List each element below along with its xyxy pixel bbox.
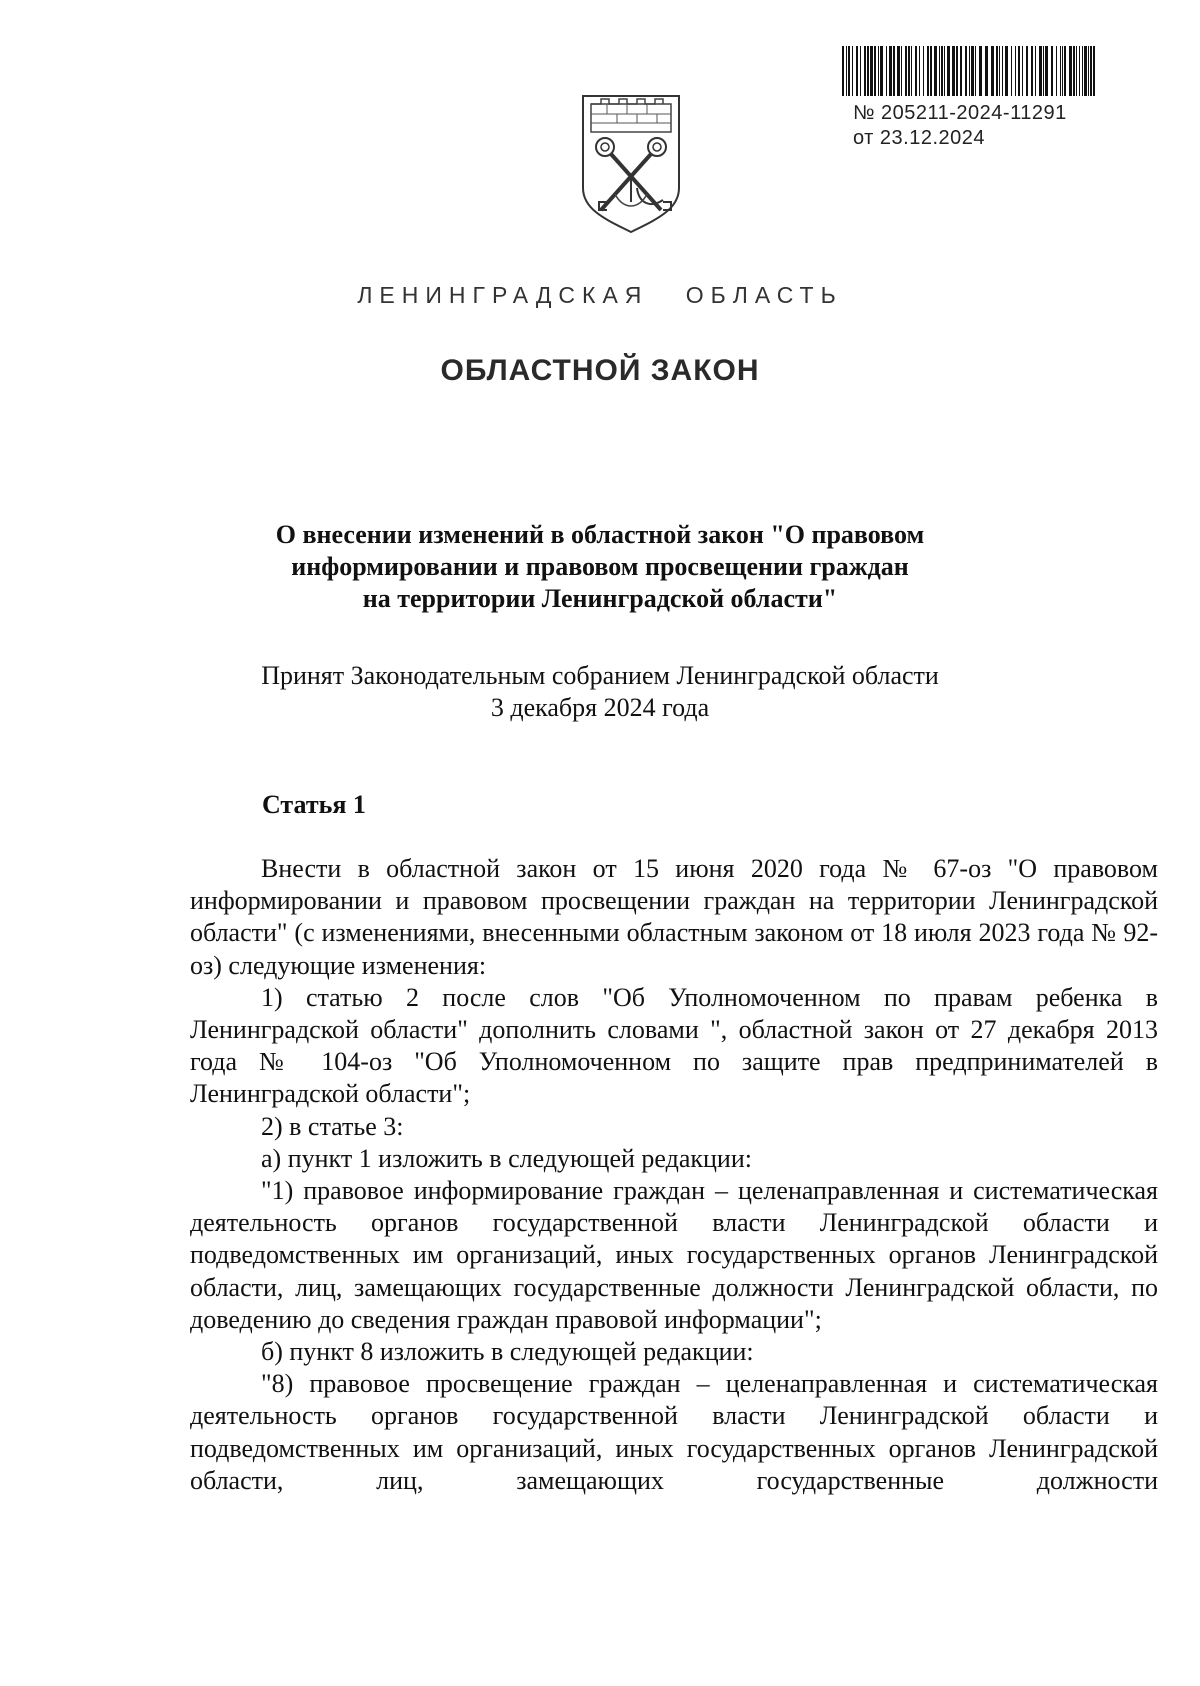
barcode-bar (971, 46, 974, 96)
barcode-bar (867, 46, 869, 96)
barcode-bar (934, 46, 937, 96)
leningrad-oblast-coat-of-arms-icon (577, 92, 685, 234)
barcode-bar (1035, 46, 1036, 96)
barcode-bar (1079, 46, 1080, 96)
registration-number: № 205211-2024-11291 (853, 102, 1067, 124)
barcode-bar (1031, 46, 1033, 96)
barcode-bar (842, 46, 844, 96)
article-paragraph: а) пункт 1 изложить в следующей редакции: (261, 1143, 752, 1173)
barcode-bar (860, 46, 861, 96)
law-title-line: на территории Ленинградской области" (362, 584, 838, 613)
barcode-bar (941, 46, 943, 96)
barcode-bar (893, 46, 895, 96)
barcode-bar (1045, 46, 1048, 96)
article-heading: Статья 1 (262, 790, 366, 819)
barcode-bar (1073, 46, 1075, 96)
barcode-bar (908, 46, 910, 96)
article-paragraph: "8) правовое просвещение граждан – целенаправленная и систематическая деятельность органов государственной власти Ленинградской области и подведомственных им организаций, иных государственных органов Ленинградской области, лиц, замещающих государственные должности (190, 1369, 1158, 1495)
barcode-bar (856, 46, 858, 96)
barcode-bar (878, 46, 879, 96)
barcode (840, 46, 1100, 96)
barcode-bar (975, 46, 976, 96)
barcode-bar (1051, 46, 1053, 96)
barcode-bar (1064, 46, 1066, 96)
barcode-bar (965, 46, 967, 96)
barcode-bar (923, 46, 924, 96)
article-paragraph: 2) в статье 3: (261, 1111, 404, 1141)
barcode-bar (1088, 46, 1089, 96)
barcode-bar (996, 46, 998, 96)
barcode-bar (991, 46, 994, 96)
barcode-bar (939, 46, 940, 96)
barcode-bar (960, 46, 962, 96)
barcode-bar (1082, 46, 1083, 96)
barcode-bar (1005, 46, 1008, 96)
barcode-bar (944, 46, 945, 96)
barcode-bar (864, 46, 866, 96)
barcode-bar (886, 46, 887, 96)
law-title-line: информировании и правовом просвещении граждан (291, 552, 909, 581)
barcode-bar (1060, 46, 1061, 96)
barcode-bar (1084, 46, 1087, 96)
barcode-bar (911, 46, 912, 96)
barcode-bar (1018, 46, 1020, 96)
barcode-bar (1090, 46, 1092, 96)
barcode-bar (1093, 46, 1095, 96)
barcode-bar (947, 46, 950, 96)
barcode-bar (1026, 46, 1028, 96)
barcode-bar (927, 46, 929, 96)
adoption-note-line: Принят Законодательным собранием Ленинградской области (261, 661, 939, 690)
document-type: ОБЛАСТНОЙ ЗАКОН (440, 354, 760, 387)
barcode-bar (915, 46, 917, 96)
barcode-bar (952, 46, 955, 96)
barcode-bar (1015, 46, 1016, 96)
barcode-bar (897, 46, 900, 96)
barcode-bar (930, 46, 932, 96)
barcode-bar (852, 46, 853, 96)
barcode-bar (969, 46, 970, 96)
barcode-bar (874, 46, 876, 96)
barcode-bar (889, 46, 892, 96)
barcode-bar (1056, 46, 1057, 96)
barcode-bar (1062, 46, 1063, 96)
barcode-bar (880, 46, 883, 96)
barcode-bar (870, 46, 873, 96)
barcode-bar (956, 46, 958, 96)
adoption-note (200, 660, 1000, 724)
region-name: ЛЕНИНГРАДСКАЯ ОБЛАСТЬ (357, 282, 843, 308)
barcode-bar (979, 46, 982, 96)
article-paragraph: б) пункт 8 изложить в следующей редакции: (261, 1337, 754, 1367)
article-body (190, 853, 1158, 1497)
law-title (200, 519, 1000, 615)
barcode-bar (919, 46, 920, 96)
article-paragraph: 1) статью 2 после слов "Об Уполномоченном по правам ребенка в Ленинградской области" дополнить словами ", областной закон от 27 декабря 2013 года № 104-оз "Об Уполномоченном по защите прав предпринимателей в Ленинградской области"; (190, 982, 1158, 1109)
barcode-bar (905, 46, 907, 96)
barcode-bar (848, 46, 850, 96)
barcode-bar (985, 46, 988, 96)
barcode-bar (1002, 46, 1003, 96)
adoption-date: 3 декабря 2024 года (490, 693, 710, 722)
barcode-bar (1043, 46, 1044, 96)
registration-date: от 23.12.2024 (853, 127, 985, 149)
barcode-bar (846, 46, 847, 96)
barcode-graphic (840, 46, 1100, 96)
barcode-bar (1039, 46, 1042, 96)
article-paragraph: Внести в областной закон от 15 июня 2020 года № 67-оз "О правовом информировании и правовом просвещении граждан на территории Ленинградской области" (с изменениями, внесенными областным законом от 18 июля 2023 года № 92-оз) следующие изменения: (190, 854, 1158, 980)
article-paragraph: "1) правовое информирование граждан – целенаправленная и систематическая деятельность органов государственной власти Ленинградской области и подведомственных им организаций, иных государственных органов Ленинградской области, лиц, замещающих государственные должности Ленинградской области, по доведению до сведения граждан правовой информации"; (190, 1176, 1158, 1334)
barcode-bar (1022, 46, 1023, 96)
barcode-bar (999, 46, 1000, 96)
barcode-bar (901, 46, 902, 96)
law-title-line: О внесении изменений в областной закон "О правовом (275, 520, 925, 549)
barcode-bar (1076, 46, 1077, 96)
barcode-bar (1011, 46, 1012, 96)
barcode-bar (1069, 46, 1072, 96)
